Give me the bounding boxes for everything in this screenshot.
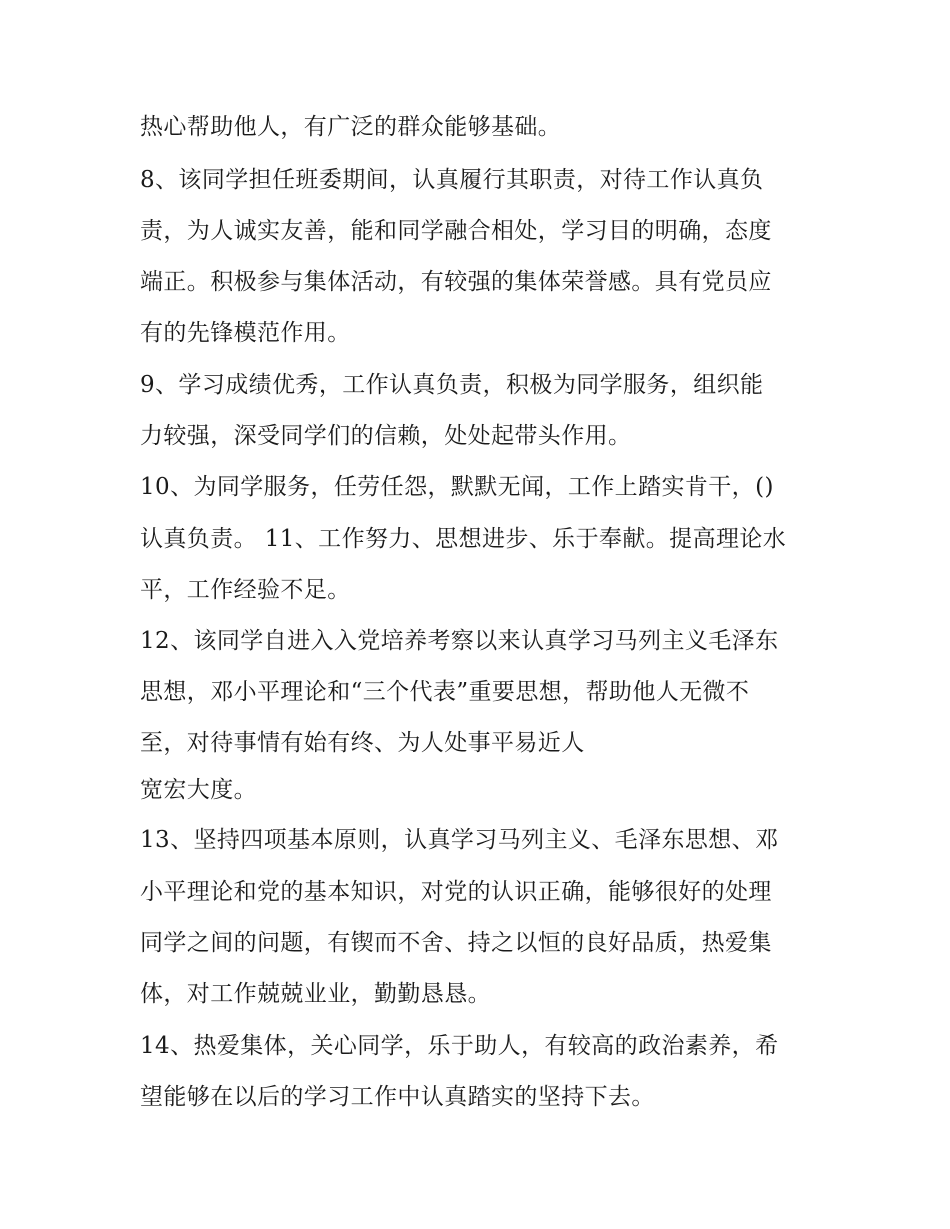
text-line: 9、学习成绩优秀，工作认真负责，积极为同学服务，组织能: [140, 372, 764, 398]
text-line: 思想，邓小平理论和“三个代表”重要思想，帮助他人无微不: [140, 679, 750, 705]
text-line: 有的先锋模范作用。: [140, 320, 351, 346]
text-line: 8、该同学担任班委期间，认真履行其职责，对待工作认真负: [140, 167, 764, 193]
text-line: 热心帮助他人，有广泛的群众能够基础。: [140, 114, 562, 140]
text-line: 力较强，深受同学们的信赖，处处起带头作用。: [140, 423, 632, 449]
text-line: 14、热爱集体，关心同学，乐于助人，有较高的政治素养，希: [140, 1033, 779, 1059]
text-line: 10、为同学服务，任劳任怨，默默无闻，工作上踏实肯干，(): [140, 474, 774, 500]
text-line: 小平理论和党的基本知识，对党的认识正确，能够很好的处理: [140, 879, 772, 905]
text-line: 端正。积极参与集体活动，有较强的集体荣誉感。具有党员应: [140, 269, 772, 295]
text-line: 认真负责。 11、工作努力、思想进步、乐于奉献。提高理论水: [140, 526, 787, 552]
text-line: 至，对待事情有始有终、为人处事平易近人: [140, 730, 585, 756]
text-line: 望能够在以后的学习工作中认真踏实的坚持下去。: [140, 1084, 655, 1110]
text-line: 宽宏大度。: [140, 777, 257, 803]
text-line: 责，为人诚实友善，能和同学融合相处，学习目的明确，态度: [140, 218, 772, 244]
text-line: 13、坚持四项基本原则，认真学习马列主义、毛泽东思想、邓: [140, 827, 779, 853]
text-line: 体，对工作兢兢业业，勤勤恳恳。: [140, 981, 491, 1007]
text-line: 同学之间的问题，有锲而不舍、持之以恒的良好品质，热爱集: [140, 930, 772, 956]
text-line: 12、该同学自进入入党培养考察以来认真学习马列主义毛泽东: [140, 628, 779, 654]
text-line: 平，工作经验不足。: [140, 577, 351, 603]
